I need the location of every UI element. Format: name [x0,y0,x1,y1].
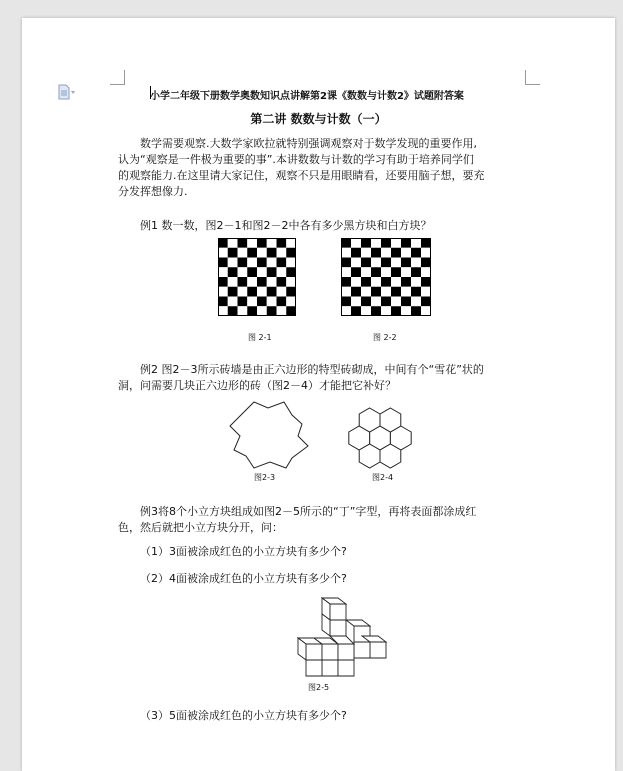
checker-square [238,297,248,307]
checker-square [247,287,257,297]
checker-square [381,258,391,268]
checker-square [411,258,421,268]
checker-square [257,267,267,277]
checker-square [341,267,351,277]
checker-square [351,258,361,268]
intro-line-2: 认为“观察是一件极为重要的事”.本讲数数与计数的学习有助于培养同学们 [118,153,474,166]
checker-square [371,277,381,287]
checker-square [361,258,371,268]
checker-square [391,306,401,316]
checker-square [286,267,296,277]
checker-square [267,306,277,316]
checker-square [341,238,351,248]
checker-square [381,287,391,297]
checker-square [257,297,267,307]
checker-square [401,258,411,268]
checker-square [361,238,371,248]
checker-square [351,267,361,277]
checker-square [361,306,371,316]
checker-square [391,277,401,287]
checker-square [257,287,267,297]
checker-square [411,248,421,258]
checker-square [247,248,257,258]
checker-square [277,238,287,248]
checker-square [277,297,287,307]
checker-square [351,277,361,287]
checker-square [391,267,401,277]
checker-square [401,277,411,287]
checker-square [257,306,267,316]
figure-2-4-caption: 图2-4 [372,473,394,482]
checker-square [238,267,248,277]
checker-square [391,248,401,258]
checker-square [411,277,421,287]
checker-square [247,267,257,277]
checker-square [421,238,431,248]
checker-square [421,297,431,307]
checker-square [286,297,296,307]
checker-square [341,248,351,258]
checker-square [361,287,371,297]
checker-square [391,287,401,297]
checker-square [267,267,277,277]
checker-square [371,248,381,258]
checker-square [247,306,257,316]
checker-square [238,287,248,297]
checker-square [267,297,277,307]
example-1: 例1 数一数，图2－1和图2－2中各有多少黑方块和白方块？ [140,219,432,232]
checker-square [361,277,371,287]
checker-square [267,238,277,248]
checker-square [371,287,381,297]
checker-square [341,297,351,307]
checker-square [286,238,296,248]
question-3: （3）5面被涂成红色的小立方块有多少个? [140,709,347,722]
checker-square [228,258,238,268]
checker-square [371,297,381,307]
example-3-line-2: 色，然后就把小立方块分开，问： [118,521,283,534]
checker-square [218,306,228,316]
example-2-line-1: 例2 图2－3所示砖墙是由正六边形的特型砖砌成，中间有个“雪花”状的 [140,363,484,376]
checker-square [286,258,296,268]
checkerboard-figure-2-2 [341,238,431,316]
question-2: （2）4面被涂成红色的小立方块有多少个? [140,572,347,585]
snowflake-hole-figure-2-3 [228,400,310,470]
checker-square [421,248,431,258]
checker-square [267,258,277,268]
checker-square [286,306,296,316]
checker-square [381,267,391,277]
document-page [22,18,615,771]
checker-square [228,267,238,277]
checker-square [381,306,391,316]
checker-square [391,238,401,248]
checker-square [421,267,431,277]
checker-square [341,306,351,316]
checker-square [218,277,228,287]
checker-square [286,248,296,258]
checker-square [391,258,401,268]
checker-square [277,248,287,258]
checker-square [257,258,267,268]
figure-2-1-caption: 图 2-1 [248,333,272,342]
checker-square [277,277,287,287]
checker-square [267,248,277,258]
checker-square [286,277,296,287]
checker-square [267,287,277,297]
checker-square [218,258,228,268]
checker-square [247,277,257,287]
checker-square [411,306,421,316]
checker-square [401,297,411,307]
checker-square [411,287,421,297]
checker-square [421,287,431,297]
checker-square [351,238,361,248]
figure-2-3-caption: 图2-3 [254,473,276,482]
checker-square [218,267,228,277]
checker-square [247,238,257,248]
checker-square [341,258,351,268]
checker-square [421,258,431,268]
checker-square [286,287,296,297]
checker-square [351,297,361,307]
checker-square [391,297,401,307]
checker-square [257,248,267,258]
lesson-title: 第二讲 数数与计数（一） [250,112,387,126]
checker-square [351,248,361,258]
checker-square [277,258,287,268]
example-3-line-1: 例3将8个小立方块组成如图2－5所示的“丁”字型，再将表面都涂成红 [140,505,477,518]
checker-square [381,248,391,258]
checker-square [381,238,391,248]
checker-square [411,267,421,277]
checker-square [411,297,421,307]
checker-square [361,297,371,307]
checker-square [238,248,248,258]
checker-square [228,277,238,287]
checker-square [371,267,381,277]
checker-square [238,306,248,316]
checker-square [341,277,351,287]
checker-square [411,238,421,248]
checker-square [371,306,381,316]
checker-square [401,287,411,297]
question-1: （1）3面被涂成红色的小立方块有多少个? [140,545,347,558]
margin-mark-top-right [525,70,540,85]
intro-line-4: 分发挥想像力. [118,185,188,198]
figure-2-2-caption: 图 2-2 [373,333,397,342]
checker-square [238,238,248,248]
checkerboard-figure-2-1 [218,238,296,316]
checker-square [277,306,287,316]
checker-square [238,277,248,287]
checker-square [351,306,361,316]
checker-square [401,238,411,248]
checker-square [257,277,267,287]
checker-square [371,258,381,268]
checker-square [351,287,361,297]
checker-square [247,297,257,307]
checker-square [228,297,238,307]
checker-square [341,287,351,297]
checker-square [401,267,411,277]
checker-square [257,238,267,248]
checker-square [218,248,228,258]
checker-square [247,258,257,268]
hexagon-bricks-figure-2-4 [344,402,416,474]
checker-square [218,297,228,307]
t-shape-cubes-figure-2-5 [278,594,390,682]
checker-square [218,238,228,248]
checker-square [228,248,238,258]
checker-square [277,267,287,277]
checker-square [401,306,411,316]
checker-square [381,297,391,307]
margin-mark-top-left [110,70,125,85]
document-header: 小学二年级下册数学奥数知识点讲解第2课《数数与计数2》试题附答案 [150,91,464,102]
checker-square [228,287,238,297]
checker-square [361,267,371,277]
checker-square [277,287,287,297]
checker-square [228,238,238,248]
checker-square [238,258,248,268]
checker-square [381,277,391,287]
checker-square [421,277,431,287]
checker-square [361,248,371,258]
checker-square [401,248,411,258]
example-2-line-2: 洞，问需要几块正六边形的砖（图2－4）才能把它补好？ [118,379,396,392]
checker-square [267,277,277,287]
figure-2-5-caption: 图2-5 [308,683,330,692]
intro-line-3: 的观察能力.在这里请大家记住，观察不只是用眼睛看，还要用脑子想，要充 [118,169,485,182]
checker-square [421,306,431,316]
checker-square [228,306,238,316]
document-icon[interactable] [58,84,76,100]
checker-square [218,287,228,297]
checker-square [371,238,381,248]
intro-line-1: 数学需要观察.大数学家欧拉就特别强调观察对于数学发现的重要作用, [140,137,477,150]
